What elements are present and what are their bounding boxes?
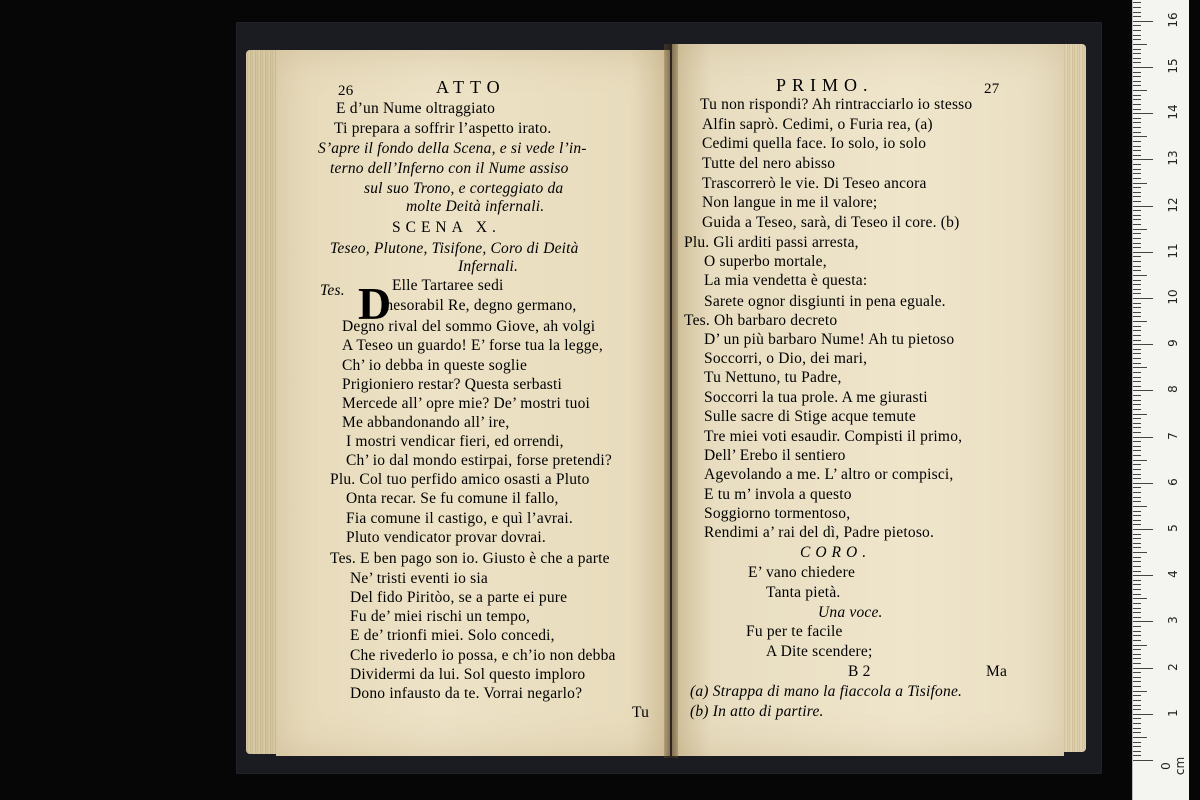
ruler-tick (1133, 219, 1141, 220)
ruler-tick (1133, 515, 1141, 516)
ruler-tick (1133, 691, 1147, 692)
right-page-text-line: Trascorrerò le vie. Di Teseo ancora (702, 175, 927, 192)
ruler-tick (1133, 344, 1153, 345)
right-page-text-line: (b) In atto di partire. (690, 703, 824, 720)
ruler-tick (1133, 695, 1141, 696)
ruler-tick (1133, 183, 1147, 184)
right-page-text-line: Rendimi a’ rai del dì, Padre pietoso. (704, 524, 935, 541)
left-page-text-line: Plu. Col tuo perfido amico osasti a Pluto (330, 471, 590, 488)
ruler-tick (1133, 261, 1141, 262)
ruler-tick (1133, 658, 1141, 659)
ruler-tick (1133, 414, 1147, 415)
ruler-tick (1133, 12, 1141, 13)
right-page-text-line: Sulle sacre di Stige acque temute (704, 408, 916, 425)
right-page-text-line: B 2 (848, 663, 871, 680)
right-page-text-line: Fu per te facile (746, 623, 843, 640)
ruler-tick (1133, 298, 1153, 299)
ruler-tick (1133, 580, 1141, 581)
ruler-number: 16 (1166, 12, 1180, 28)
left-page-text-line: Che rivederlo io possa, e ch’io non debba (350, 647, 616, 664)
ruler-tick (1133, 497, 1141, 498)
ruler-tick (1133, 215, 1141, 216)
ruler-tick (1133, 150, 1141, 151)
left-page-text-line: Dividermi da lui. Sol questo imploro (350, 666, 586, 683)
right-page-text-line: A Dite scendere; (766, 643, 873, 660)
ruler-tick (1133, 330, 1141, 331)
ruler-tick (1133, 159, 1153, 160)
ruler-number: 2 (1166, 662, 1180, 671)
left-page-text-line: Elle Tartaree sedi (392, 277, 504, 294)
ruler-tick (1133, 450, 1141, 451)
ruler-tick (1133, 229, 1147, 230)
ruler-tick (1133, 584, 1141, 585)
ruler-number: 15 (1166, 58, 1180, 74)
right-page-text-line: Una voce. (818, 604, 883, 621)
ruler-tick (1133, 196, 1141, 197)
ruler-number: 11 (1166, 243, 1180, 259)
left-page-text-line: Del fido Piritòo, se a parte ei pure (350, 589, 568, 606)
ruler-number: 4 (1166, 570, 1180, 579)
ruler-tick (1133, 2, 1141, 3)
ruler-tick (1133, 686, 1141, 687)
right-page-text-line: D’ un più barbaro Nume! Ah tu pietoso (704, 331, 955, 348)
ruler-tick (1133, 645, 1147, 646)
ruler-tick (1133, 732, 1141, 733)
ruler-tick (1133, 464, 1141, 465)
ruler-tick (1133, 146, 1141, 147)
ruler-tick (1133, 293, 1141, 294)
ruler-number: 14 (1166, 104, 1180, 120)
ruler-tick (1133, 284, 1141, 285)
ruler-tick (1133, 62, 1141, 63)
ruler-tick (1133, 155, 1141, 156)
ruler-tick (1133, 432, 1141, 433)
ruler-number: 7 (1166, 431, 1180, 440)
ruler-tick (1133, 16, 1141, 17)
left-page-text-line: S’apre il fondo della Scena, e si vede l’in- (318, 140, 587, 157)
ruler-tick (1133, 668, 1153, 669)
ruler-tick (1133, 363, 1141, 364)
ruler-tick (1133, 321, 1147, 322)
ruler-number: 8 (1166, 385, 1180, 394)
left-page-text-line: Onta recar. Se fu comune il fallo, (346, 490, 559, 507)
ruler-tick (1133, 737, 1147, 738)
ruler-tick (1133, 492, 1141, 493)
ruler-tick (1133, 621, 1153, 622)
ruler-tick (1133, 113, 1153, 114)
ruler-tick (1133, 487, 1141, 488)
ruler-tick (1133, 326, 1141, 327)
left-page-text-line: Infernali. (458, 258, 519, 275)
ruler-tick (1133, 173, 1141, 174)
ruler-tick (1133, 109, 1141, 110)
ruler-tick (1133, 53, 1141, 54)
ruler-tick (1133, 575, 1153, 576)
ruler-tick (1133, 709, 1141, 710)
ruler-tick (1133, 520, 1141, 521)
ruler-tick (1133, 122, 1141, 123)
ruler-tick (1133, 760, 1153, 761)
ruler-number: 9 (1166, 339, 1180, 348)
ruler-tick (1133, 367, 1147, 368)
right-page-text-line: E’ vano chiedere (748, 564, 856, 581)
ruler-tick (1133, 85, 1141, 86)
right-page-text-line: Guida a Teseo, sarà, di Teseo il core. (b) (702, 214, 960, 231)
ruler-tick (1133, 427, 1141, 428)
ruler-unit-label: 0 cm (1159, 756, 1187, 776)
ruler-tick (1133, 7, 1141, 8)
left-page-text-line: E d’un Nume oltraggiato (336, 100, 496, 117)
ruler-tick (1133, 469, 1141, 470)
ruler-tick (1133, 437, 1153, 438)
ruler-tick (1133, 603, 1141, 604)
right-page-text-line: Soggiorno tormentoso, (704, 505, 851, 522)
left-page-text-line: Inesorabil Re, degno germano, (380, 297, 577, 314)
ruler-tick (1133, 349, 1141, 350)
right-page-number: 27 (984, 81, 1000, 97)
left-page-text-line: Ch’ io dal mondo estirpai, forse pretendi? (346, 452, 612, 469)
left-page-text-line: Mercede all’ opre mie? De’ mostri tuoi (342, 395, 591, 412)
ruler-tick (1133, 617, 1141, 618)
right-page-text-line: La mia vendetta è questa: (704, 272, 868, 289)
right-page-text-line: Sarete ognor disgiunti in pena eguale. (704, 293, 946, 310)
ruler-tick (1133, 589, 1141, 590)
left-page-text-line: terno dell’Inferno con il Nume assiso (330, 160, 569, 177)
ruler-tick (1133, 663, 1141, 664)
book-gutter (664, 44, 678, 758)
ruler-number: 13 (1166, 150, 1180, 167)
left-page-text-line: SCENA X. (392, 219, 501, 236)
ruler-tick (1133, 460, 1147, 461)
ruler-tick (1133, 238, 1141, 239)
ruler-tick (1133, 677, 1141, 678)
ruler-tick (1133, 247, 1141, 248)
ruler-tick (1133, 506, 1147, 507)
ruler-tick (1133, 49, 1141, 50)
ruler-tick (1133, 372, 1141, 373)
ruler-tick (1133, 187, 1141, 188)
left-page-text-line: Ti prepara a soffrir l’aspetto irato. (334, 120, 552, 137)
left-page-text-line: Ne’ tristi eventi io sia (350, 570, 488, 587)
ruler-tick (1133, 44, 1147, 45)
ruler-number: 6 (1166, 477, 1180, 486)
ruler-tick (1133, 381, 1141, 382)
ruler-tick (1133, 598, 1147, 599)
right-page-text-line: Tre miei voti esaudir. Compisti il primo, (704, 428, 963, 445)
ruler-tick (1133, 409, 1141, 410)
ruler-tick (1133, 21, 1153, 22)
ruler-tick (1133, 340, 1141, 341)
ruler-tick (1133, 538, 1141, 539)
ruler-tick (1133, 635, 1141, 636)
left-page-text-line: sul suo Trono, e corteggiato da (364, 180, 564, 197)
faint-watermark (590, 430, 710, 510)
left-running-header: ATTO (436, 77, 506, 97)
right-page-text-line: Tes. Oh barbaro decreto (684, 312, 838, 329)
ruler-tick (1133, 511, 1141, 512)
ruler-tick (1133, 35, 1141, 36)
left-page-text-line: Fu de’ miei rischi un tempo, (350, 608, 531, 625)
ruler-tick (1133, 672, 1141, 673)
left-page-text-line: Degno rival del sommo Giove, ah volgi (342, 318, 596, 335)
ruler-number: 10 (1166, 289, 1180, 305)
ruler-tick (1133, 99, 1141, 100)
right-page-text-line: Tutte del nero abisso (702, 155, 836, 172)
ruler-tick (1133, 164, 1141, 165)
ruler-tick (1133, 654, 1141, 655)
right-page-text-line: E tu m’ invola a questo (704, 486, 852, 503)
ruler-tick (1133, 534, 1141, 535)
right-page-text-line: Cedimi quella face. Io solo, io solo (702, 135, 927, 152)
ruler-tick (1133, 631, 1141, 632)
ruler-tick (1133, 723, 1141, 724)
left-page-text-line: Tu (632, 704, 650, 721)
ruler-tick (1133, 483, 1153, 484)
ruler-tick (1133, 640, 1141, 641)
ruler-tick (1133, 649, 1141, 650)
ruler-tick (1133, 192, 1141, 193)
ruler-tick (1133, 275, 1147, 276)
ruler-tick (1133, 404, 1141, 405)
ruler-number: 1 (1166, 708, 1180, 717)
ruler-tick (1133, 705, 1141, 706)
right-page-text-line: (a) Strappa di mano la fiaccola a Tisifone. (690, 683, 963, 700)
ruler-tick (1133, 571, 1141, 572)
ruler-tick (1133, 501, 1141, 502)
left-page-text-line: I mostri vendicar fieri, ed orrendi, (346, 433, 564, 450)
ruler-tick (1133, 543, 1141, 544)
ruler-tick (1133, 316, 1141, 317)
right-page-text-line: CORO. (800, 544, 872, 561)
ruler-tick (1133, 547, 1141, 548)
ruler-tick (1133, 728, 1141, 729)
ruler-tick (1133, 353, 1141, 354)
ruler-tick (1133, 233, 1141, 234)
right-page-text-line: Agevolando a me. L’ altro or compisci, (704, 466, 954, 483)
ruler-tick (1133, 455, 1141, 456)
ruler-tick (1133, 25, 1141, 26)
ruler-tick (1133, 169, 1141, 170)
ruler-tick (1133, 178, 1141, 179)
ruler-tick (1133, 594, 1141, 595)
ruler-tick (1133, 67, 1153, 68)
right-running-header: PRIMO. (776, 75, 874, 95)
right-page-text-line: O superbo mortale, (704, 253, 827, 270)
ruler-tick (1133, 81, 1141, 82)
drop-cap: D (358, 278, 392, 329)
ruler-tick (1133, 681, 1141, 682)
ruler-tick (1133, 90, 1147, 91)
left-page-text-line: Tes. E ben pago son io. Giusto è che a parte (330, 550, 610, 567)
left-page-text-line: E de’ trionfi miei. Solo concedi, (350, 627, 555, 644)
ruler-tick (1133, 386, 1141, 387)
ruler-tick (1133, 700, 1141, 701)
ruler-tick (1133, 557, 1141, 558)
left-page-text-line: molte Deità infernali. (406, 198, 545, 215)
right-page-text-line: Dell’ Erebo il sentiero (704, 447, 846, 464)
ruler-tick (1133, 718, 1141, 719)
right-page-text-line: Soccorri, o Dio, dei mari, (704, 350, 868, 367)
ruler-tick (1133, 377, 1141, 378)
right-page-text-line: Tanta pietà. (766, 584, 841, 601)
left-page-text-line: Prigioniero restar? Questa serbasti (342, 376, 563, 393)
ruler-tick (1133, 30, 1141, 31)
ruler-number: 12 (1166, 196, 1180, 213)
ruler-tick (1133, 395, 1141, 396)
ruler-tick (1133, 626, 1141, 627)
left-page-text-line: Me abbandonando all’ ire, (342, 414, 510, 431)
ruler-tick (1133, 423, 1141, 424)
ruler-tick (1133, 127, 1141, 128)
ruler-tick (1133, 132, 1141, 133)
left-page-number: 26 (338, 83, 354, 99)
ruler-tick (1133, 608, 1141, 609)
left-page-text-line: Fia comune il castigo, e quì l’avrai. (346, 510, 573, 527)
ruler-tick (1133, 612, 1141, 613)
right-page-text-line: Tu Nettuno, tu Padre, (704, 369, 842, 386)
ruler-tick (1133, 210, 1141, 211)
ruler-tick (1133, 252, 1153, 253)
left-page-text-line: Pluto vendicator provar dovrai. (346, 529, 546, 546)
ruler-tick (1133, 312, 1141, 313)
ruler-tick (1133, 58, 1141, 59)
ruler-tick (1133, 224, 1141, 225)
ruler-tick (1133, 206, 1153, 207)
ruler-tick (1133, 358, 1141, 359)
ruler-tick (1133, 266, 1141, 267)
ruler-tick (1133, 390, 1153, 391)
left-page-text-line: Dono infausto da te. Vorrai negarlo? (350, 685, 583, 702)
ruler-tick (1133, 552, 1147, 553)
ruler-tick (1133, 201, 1141, 202)
ruler-number: 5 (1166, 524, 1180, 532)
ruler-tick (1133, 742, 1141, 743)
ruler-tick (1133, 136, 1147, 137)
ruler-tick (1133, 307, 1141, 308)
ruler-tick (1133, 39, 1141, 40)
ruler-tick (1133, 441, 1141, 442)
right-page-text-line: Ma (986, 663, 1008, 680)
ruler-tick (1133, 118, 1141, 119)
measurement-ruler (1132, 0, 1189, 800)
ruler-tick (1133, 400, 1141, 401)
ruler-tick (1133, 270, 1141, 271)
ruler-tick (1133, 529, 1153, 530)
ruler-tick (1133, 72, 1141, 73)
ruler-tick (1133, 141, 1141, 142)
ruler-tick (1133, 478, 1141, 479)
ruler-tick (1133, 280, 1141, 281)
ruler-tick (1133, 95, 1141, 96)
right-page-text-line: Soccorri la tua prole. A me giurasti (704, 389, 928, 406)
ruler-tick (1133, 335, 1141, 336)
ruler-tick (1133, 76, 1141, 77)
ruler-tick (1133, 446, 1141, 447)
ruler-tick (1133, 418, 1141, 419)
right-page-text-line: Tu non rispondi? Ah rintracciarlo io stesso (700, 96, 973, 113)
ruler-tick (1133, 289, 1141, 290)
left-page-text-line: Teseo, Plutone, Tisifone, Coro di Deità (330, 240, 579, 257)
right-page-text-line: Non langue in me il valore; (702, 194, 878, 211)
ruler-tick (1133, 714, 1153, 715)
ruler-tick (1133, 104, 1141, 105)
left-page-text-line: Ch’ io debba in queste soglie (342, 357, 528, 374)
ruler-tick (1133, 561, 1141, 562)
ruler-tick (1133, 303, 1141, 304)
ruler-tick (1133, 256, 1141, 257)
ruler-tick (1133, 746, 1141, 747)
ruler-tick (1133, 755, 1141, 756)
ruler-tick (1133, 751, 1141, 752)
right-page-text-line: Alfin saprò. Cedimi, o Furia rea, (a) (702, 116, 933, 133)
right-page-text-line: Plu. Gli arditi passi arresta, (684, 234, 859, 251)
ruler-tick (1133, 474, 1141, 475)
ruler-tick (1133, 566, 1141, 567)
ruler-number: 3 (1166, 616, 1180, 625)
left-page-text-line: A Teseo un guardo! E’ forse tua la legge, (342, 337, 603, 354)
ruler-tick (1133, 524, 1141, 525)
left-page-text-line: Tes. (320, 282, 345, 299)
ruler-tick (1133, 243, 1141, 244)
